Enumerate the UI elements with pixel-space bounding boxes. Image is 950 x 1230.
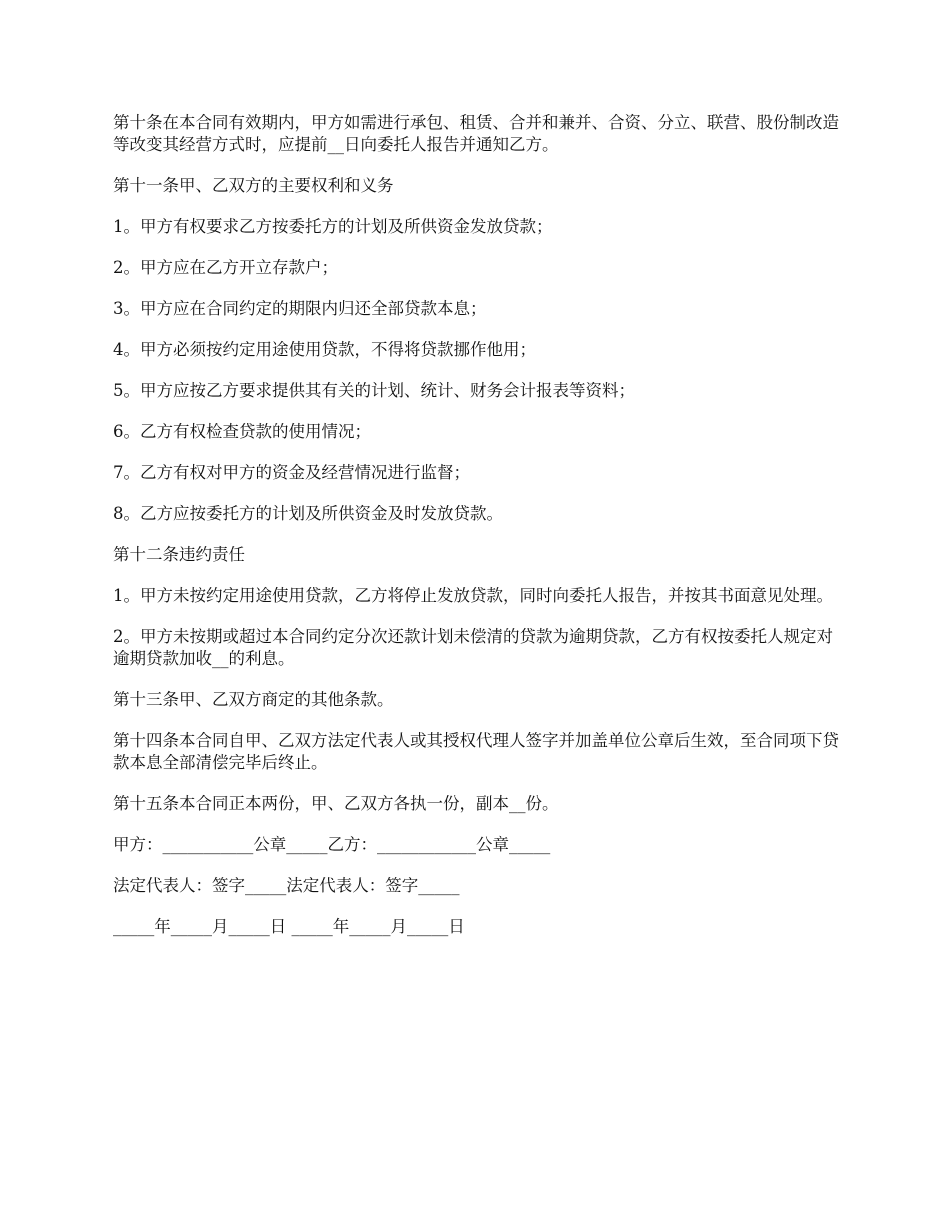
clause-11-item-2: 2。甲方应在乙方开立存款户； (113, 258, 338, 277)
clause-11-item-4: 4。甲方必须按约定用途使用贷款，不得将贷款挪作他用； (113, 340, 536, 359)
clause-11-item-3: 3。甲方应在合同约定的期限内归还全部贷款本息； (113, 299, 487, 318)
signature-party-line: 甲方：___________公章_____乙方：____________公章_____ (113, 835, 551, 854)
signature-representative-line: 法定代表人：签字_____法定代表人：签字_____ (113, 876, 460, 895)
clause-11-heading: 第十一条甲、乙双方的主要权利和义务 (113, 176, 394, 195)
clause-11-item-6: 6。乙方有权检查贷款的使用情况； (113, 422, 371, 441)
clause-14: 第十四条本合同自甲、乙双方法定代表人或其授权代理人签字并加盖单位公章后生效，至合同项下贷款本息全部清偿完毕后终止。 (113, 731, 839, 772)
clause-11-item-1: 1。甲方有权要求乙方按委托方的计划及所供资金发放贷款； (113, 217, 553, 236)
clause-12-item-2: 2。甲方未按期或超过本合同约定分次还款计划未偿清的贷款为逾期贷款，乙方有权按委托人规定对逾期贷款加收__的利息。 (113, 627, 833, 668)
clause-11-item-8: 8。乙方应按委托方的计划及所供资金及时发放贷款。 (113, 504, 503, 523)
signature-date-line: _____年_____月_____日 _____年_____月_____日 (113, 917, 465, 936)
clause-11-item-5: 5。甲方应按乙方要求提供其有关的计划、统计、财务会计报表等资料； (113, 381, 635, 400)
clause-10: 第十条在本合同有效期内，甲方如需进行承包、租赁、合并和兼并、合资、分立、联营、股份制改造等改变其经营方式时，应提前__日向委托人报告并通知乙方。 (113, 113, 839, 154)
clause-15: 第十五条本合同正本两份，甲、乙双方各执一份，副本__份。 (113, 794, 559, 813)
clause-11-item-7: 7。乙方有权对甲方的资金及经营情况进行监督； (113, 463, 470, 482)
clause-12-heading: 第十二条违约责任 (113, 545, 245, 564)
clause-12-item-1: 1。甲方未按约定用途使用贷款，乙方将停止发放贷款，同时向委托人报告，并按其书面意见处理。 (113, 586, 833, 605)
clause-13: 第十三条甲、乙双方商定的其他条款。 (113, 690, 394, 709)
